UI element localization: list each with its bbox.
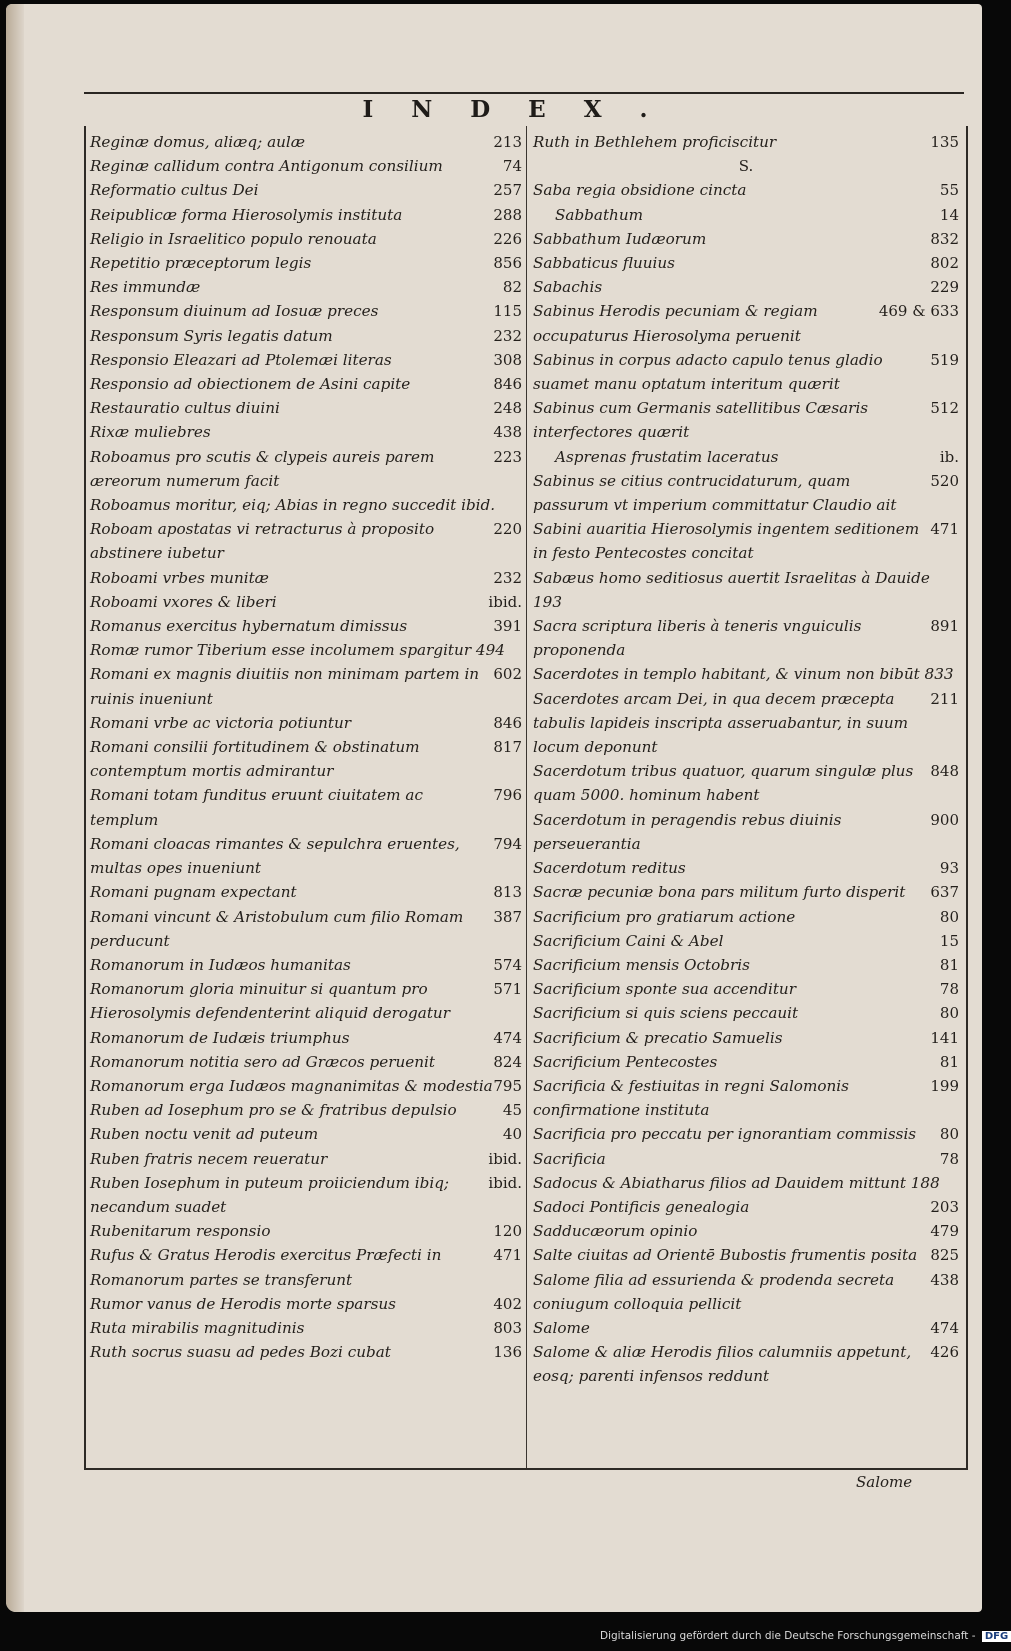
entry-text: Sacrificia pro peccatu per ignorantiam commissis (533, 1125, 917, 1144)
entry-text: Sabachis (533, 278, 603, 297)
entry-page-number: 817 (493, 738, 522, 757)
index-entry (90, 178, 522, 202)
entry-text: Sadoci Pontificis genealogia (533, 1197, 750, 1216)
index-entry (533, 953, 959, 977)
index-entry (90, 638, 522, 662)
entry-text: Sabbaticus fluuius (533, 254, 675, 273)
entry-text: Romanorum de Iudæis triumphus (90, 1028, 350, 1047)
entry-page-number: 257 (493, 181, 522, 200)
entry-text: Sacrificium pro gratiarum actione (533, 907, 796, 926)
entry-page-number: 229 (930, 278, 959, 297)
entry-page-number: 80 (939, 907, 959, 926)
entry-text: Reformatio cultus Dei (90, 181, 259, 200)
index-entry (90, 154, 522, 178)
index-entry (533, 1171, 959, 1195)
entry-page-number: 832 (930, 229, 959, 248)
entry-page-number: 848 (930, 762, 959, 781)
entry-text: Sacrificium sponte sua accenditur (533, 980, 796, 999)
entry-page-number: 14 (939, 205, 959, 224)
entry-text: Sacrificium & precatio Samuelis (533, 1028, 783, 1047)
index-entry (533, 130, 959, 154)
entry-page-number: 93 (939, 859, 959, 878)
index-entry (90, 324, 522, 348)
entry-page-number: 232 (493, 326, 522, 345)
index-entry (533, 1122, 959, 1146)
entry-page-number: 512 (930, 399, 959, 418)
index-entry (533, 227, 959, 251)
index-entry (533, 203, 959, 227)
index-entry (533, 445, 959, 469)
entry-text: Religio in Israelitico populo renouata (90, 229, 377, 248)
entry-page-number: 78 (939, 980, 959, 999)
entry-page-number: 45 (502, 1101, 522, 1120)
entry-page-number: 141 (930, 1028, 959, 1047)
entry-text: Roboamus pro scutis & clypeis aureis parem æreorum numerum facit (90, 447, 435, 490)
index-entry (533, 929, 959, 953)
index-entry (533, 614, 959, 662)
entry-text: Roboamus moritur, eiq; Abias in regno succedit ibid. (90, 496, 496, 515)
entry-page-number: 82 (502, 278, 522, 297)
index-entry (90, 590, 522, 614)
entry-page-number: 55 (939, 181, 959, 200)
column-divider (526, 126, 527, 1468)
index-entry (533, 1243, 959, 1267)
entry-text: Salome filia ad essurienda & prodenda secreta coniugum colloquia pellicit (533, 1270, 895, 1313)
entry-text: Sabbathum (555, 205, 644, 224)
index-entry (533, 687, 959, 760)
index-entry (90, 1316, 522, 1340)
entry-text: Sacra scriptura liberis à teneris vnguiculis proponenda (533, 617, 862, 660)
index-entry (90, 517, 522, 565)
entry-page-number: 115 (493, 302, 522, 321)
index-entry (90, 1050, 522, 1074)
entry-page-number: 220 (493, 520, 522, 539)
entry-text: Rubenitarum responsio (90, 1222, 271, 1241)
entry-page-number: 402 (493, 1294, 522, 1313)
entry-page-number: 80 (939, 1004, 959, 1023)
entry-text: Salte ciuitas ad Orientē Bubostis frumentis posita (533, 1246, 918, 1265)
entry-text: Responsio Eleazari ad Ptolemæi literas (90, 350, 392, 369)
page-title: INDEX. (362, 96, 686, 123)
index-entry (533, 1195, 959, 1219)
entry-page-number: 438 (930, 1270, 959, 1289)
index-entry (90, 493, 522, 517)
entry-text: Rufus & Gratus Herodis exercitus Præfecti in Romanorum partes se transferunt (90, 1246, 442, 1289)
entry-text: Ruth socrus suasu ad pedes Bozi cubat (90, 1343, 391, 1362)
index-entry (90, 227, 522, 251)
index-entry (533, 178, 959, 202)
entry-page-number: 199 (930, 1076, 959, 1095)
index-entry (90, 348, 522, 372)
dfg-logo: DFG (982, 1631, 1011, 1642)
entry-page-number: 288 (493, 205, 522, 224)
entry-text: Sabinus Herodis pecuniam & regiam occupaturus Hierosolyma peruenit (533, 302, 818, 345)
page-gutter (6, 4, 24, 1612)
entry-text: Sacerdotum in peragendis rebus diuinis perseuerantia (533, 810, 842, 853)
entry-page-number: 308 (493, 350, 522, 369)
entry-page-number: 519 (930, 350, 959, 369)
index-entry (90, 372, 522, 396)
index-entry (533, 1316, 959, 1340)
catchword: Salome (856, 1473, 913, 1491)
entry-text: Sacerdotes in templo habitant, & vinum non bibūt 833 (533, 665, 954, 684)
entry-text: Romani vrbe ac victoria potiuntur (90, 713, 351, 732)
index-entry (90, 711, 522, 735)
entry-text: Reipublicæ forma Hierosolymis instituta (90, 205, 403, 224)
entry-text: Romani consilii fortitudinem & obstinatum contemptum mortis admirantur (90, 738, 420, 781)
entry-page-number: 825 (930, 1246, 959, 1265)
index-entry (533, 1340, 959, 1388)
entry-text: Sabbathum Iudæorum (533, 229, 707, 248)
entry-page-number: 74 (502, 157, 522, 176)
entry-page-number: 471 (493, 1246, 522, 1265)
entry-page-number: 795 (493, 1076, 522, 1095)
entry-page-number: 232 (493, 568, 522, 587)
entry-text: Sacrificium Caini & Abel (533, 931, 724, 950)
entry-page-number: 846 (493, 713, 522, 732)
entry-text: Romanorum gloria minuitur si quantum pro Hierosolymis defendenterint aliquid derogatur (90, 980, 450, 1023)
entry-text: Sacrificium mensis Octobris (533, 955, 750, 974)
index-column-right (533, 130, 959, 1389)
index-entry (533, 251, 959, 275)
index-entry (533, 808, 959, 856)
entry-page-number: 900 (930, 810, 959, 829)
entry-page-number: 796 (493, 786, 522, 805)
entry-text: Sabinus in corpus adacto capulo tenus gladio suamet manu optatum interitum quærit (533, 350, 883, 394)
entry-page-number: 120 (493, 1222, 522, 1241)
entry-page-number: 81 (939, 1052, 959, 1071)
entry-text: Sabini auaritia Hierosolymis ingentem seditionem in festo Pentecostes concitat (533, 520, 920, 563)
entry-page-number: ib. (939, 447, 959, 466)
entry-text: Rumor vanus de Herodis morte sparsus (90, 1294, 396, 1313)
entry-text: Sacrificium si quis sciens peccauit (533, 1004, 799, 1023)
index-entry (90, 1074, 522, 1098)
entry-text: Salome (533, 1318, 590, 1337)
index-entry (533, 1268, 959, 1316)
index-entry (90, 1219, 522, 1243)
entry-page-number: 824 (493, 1052, 522, 1071)
entry-page-number: 846 (493, 375, 522, 394)
index-entry (90, 566, 522, 590)
entry-text: Ruben noctu venit ad puteum (90, 1125, 319, 1144)
index-entry (90, 445, 522, 493)
index-entry (90, 1243, 522, 1291)
index-column-left (90, 130, 522, 1364)
entry-text: Repetitio præceptorum legis (90, 254, 312, 273)
entry-page-number: 803 (493, 1318, 522, 1337)
entry-page-number: 387 (493, 907, 522, 926)
index-entry (533, 469, 959, 517)
index-entry (90, 1122, 522, 1146)
index-entry (533, 905, 959, 929)
index-entry (90, 130, 522, 154)
entry-page-number: 135 (930, 133, 959, 151)
entry-page-number: 391 (493, 617, 522, 636)
index-entry (90, 396, 522, 420)
index-entry (533, 759, 959, 807)
index-entry (533, 1074, 959, 1122)
entry-text: Res immundæ (90, 278, 201, 297)
entry-page-number: 520 (930, 471, 959, 490)
entry-text: Ruth in Bethlehem proficiscitur (533, 133, 777, 151)
index-entry (90, 905, 522, 953)
index-entry (90, 614, 522, 638)
entry-text: Sadocus & Abiatharus filios ad Dauidem mittunt 188 (533, 1173, 940, 1192)
index-entry (533, 662, 959, 686)
entry-text: Sabæus homo seditiosus auertit Israelitas à Dauide 193 (533, 568, 930, 611)
index-entry (90, 977, 522, 1025)
entry-page-number: 203 (930, 1197, 959, 1216)
entry-text: Responsum diuinum ad Iosuæ preces (90, 302, 379, 321)
digitization-credit (600, 1630, 1009, 1642)
entry-page-number: 15 (939, 931, 959, 950)
entry-text: Romanorum notitia sero ad Græcos peruenit (90, 1052, 435, 1071)
entry-text: Romæ rumor Tiberium esse incolumem spargitur 494 (90, 641, 505, 660)
index-entry (90, 299, 522, 323)
entry-page-number: 80 (939, 1125, 959, 1144)
entry-text: Reginæ callidum contra Antigonum consilium (90, 157, 443, 176)
index-entry (90, 783, 522, 831)
index-entry (90, 420, 522, 444)
entry-text: Saba regia obsidione cincta (533, 181, 747, 200)
index-entry (533, 1026, 959, 1050)
index-entry (90, 203, 522, 227)
entry-text: Roboami vxores & liberi (90, 592, 277, 611)
entry-text: Salome & aliæ Herodis filios calumniis appetunt, eosq; parenti infensos reddunt (533, 1343, 912, 1386)
entry-page-number: 891 (930, 617, 959, 636)
entry-page-number: 574 (493, 955, 522, 974)
entry-text: Sacerdotum reditus (533, 859, 686, 878)
entry-page-number: 794 (493, 834, 522, 853)
entry-page-number: 213 (493, 133, 522, 151)
entry-page-number: 78 (939, 1149, 959, 1168)
entry-page-number: 474 (493, 1028, 522, 1047)
entry-text: Romanus exercitus hybernatum dimissus (90, 617, 408, 636)
index-entry (533, 1147, 959, 1171)
index-entry (90, 1026, 522, 1050)
entry-text: Romanorum erga Iudæos magnanimitas & modestia (90, 1076, 493, 1095)
entry-page-number: 223 (493, 447, 522, 466)
entry-text: Sabinus se citius contrucidaturum, quam passurum vt imperium committatur Claudio ait (533, 471, 897, 515)
index-entry (533, 275, 959, 299)
entry-text: Ruben Iosephum in puteum proiiciendum ibiq; necandum suadet (90, 1173, 450, 1216)
entry-text: Ruben fratris necem reueratur (90, 1149, 328, 1168)
entry-text: Ruben ad Iosephum pro se & fratribus depulsio (90, 1101, 457, 1120)
index-entry (533, 1001, 959, 1025)
entry-text: Sacrificia & festiuitas in regni Salomonis confirmatione instituta (533, 1076, 849, 1120)
entry-text: Sacerdotum tribus quatuor, quarum singulæ plus quam 5000. hominum habent (533, 762, 914, 805)
entry-text: Romanorum in Iudæos humanitas (90, 955, 351, 974)
index-entry (90, 1340, 522, 1364)
index-entry (90, 880, 522, 904)
index-entry (533, 299, 959, 347)
entry-page-number: 479 (930, 1222, 959, 1241)
entry-text: Reginæ domus, aliæq; aulæ (90, 133, 306, 151)
entry-text: Ruta mirabilis magnitudinis (90, 1318, 305, 1337)
index-entry (533, 1219, 959, 1243)
index-entry (533, 977, 959, 1001)
index-entry (90, 1098, 522, 1122)
index-entry (90, 1292, 522, 1316)
entry-text: Asprenas frustatim laceratus (555, 447, 779, 466)
entry-page-number: 438 (493, 423, 522, 442)
entry-page-number: ibid. (488, 592, 522, 611)
index-entry (90, 1171, 522, 1219)
index-entry (533, 517, 959, 565)
entry-page-number: 211 (930, 689, 959, 708)
credit-text: Digitalisierung gefördert durch die Deutsche Forschungsgemeinschaft - (600, 1630, 976, 1642)
entry-page-number: 571 (493, 980, 522, 999)
index-entry (533, 566, 959, 614)
entry-page-number: 426 (930, 1343, 959, 1362)
entry-page-number: 637 (930, 883, 959, 902)
index-entry (90, 832, 522, 880)
index-entry (90, 1147, 522, 1171)
entry-text: S. (738, 157, 754, 176)
entry-text: Responsum Syris legatis datum (90, 326, 333, 345)
entry-page-number: 474 (930, 1318, 959, 1337)
entry-text: Rixæ muliebres (90, 423, 211, 442)
index-entry (533, 154, 959, 178)
index-entry (90, 735, 522, 783)
entry-page-number: 136 (493, 1343, 522, 1362)
entry-page-number: 813 (493, 883, 522, 902)
entry-text: Responsio ad obiectionem de Asini capite (90, 375, 411, 394)
index-entry (533, 1050, 959, 1074)
entry-page-number: 248 (493, 399, 522, 418)
entry-page-number: 469 & 633 (878, 302, 959, 321)
index-entry (90, 251, 522, 275)
index-entry (90, 275, 522, 299)
entry-text: Restauratio cultus diuini (90, 399, 280, 418)
entry-page-number: 602 (493, 665, 522, 684)
entry-page-number: ibid. (488, 1173, 522, 1192)
index-entry (533, 348, 959, 396)
entry-page-number: 471 (930, 520, 959, 539)
entry-text: Roboam apostatas vi retracturus à proposito abstinere iubetur (90, 520, 435, 563)
entry-page-number: 802 (930, 254, 959, 273)
index-entry (90, 662, 522, 710)
entry-text: Sacræ pecuniæ bona pars militum furto disperit (533, 883, 906, 902)
entry-page-number: 226 (493, 229, 522, 248)
entry-page-number: ibid. (488, 1149, 522, 1168)
entry-page-number: 40 (502, 1125, 522, 1144)
entry-text: Sacrificium Pentecostes (533, 1052, 718, 1071)
entry-text: Sabinus cum Germanis satellitibus Cæsaris interfectores quærit (533, 399, 869, 442)
entry-text: Romani totam funditus eruunt ciuitatem ac templum (90, 786, 423, 829)
index-entry (533, 856, 959, 880)
entry-page-number: 81 (939, 955, 959, 974)
entry-text: Romani pugnam expectant (90, 883, 297, 902)
entry-text: Sadducæorum opinio (533, 1222, 698, 1241)
entry-text: Roboami vrbes munitæ (90, 568, 269, 587)
index-entry (90, 953, 522, 977)
entry-text: Sacerdotes arcam Dei, in qua decem præcepta tabulis lapideis inscripta asseruabantur, in suum locum deponunt (533, 689, 909, 757)
entry-page-number: 856 (493, 254, 522, 273)
entry-text: Romani vincunt & Aristobulum cum filio Romam perducunt (90, 907, 464, 950)
index-entry (533, 880, 959, 904)
entry-text: Sacrificia (533, 1149, 606, 1168)
entry-text: Romani cloacas rimantes & sepulchra eruentes, multas opes inueniunt (90, 834, 460, 878)
index-entry (533, 396, 959, 444)
entry-text: Romani ex magnis diuitiis non minimam partem in ruinis inueniunt (90, 665, 480, 708)
